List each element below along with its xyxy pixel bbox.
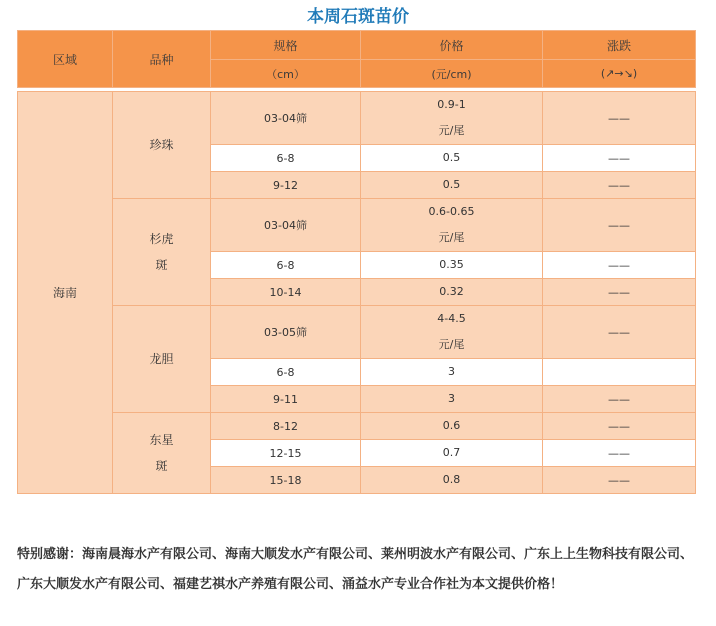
header-price: 价格	[361, 31, 543, 60]
spec-cell: 6-8	[211, 145, 361, 172]
price-value-line: 0.35	[439, 258, 464, 271]
change-cell: ——	[543, 279, 696, 306]
price-value-line: 元/尾	[438, 231, 465, 244]
header-spec: 规格	[211, 31, 361, 60]
price-value-line: 3	[448, 365, 455, 378]
spec-cell: 15-18	[211, 467, 361, 494]
header-change: 涨跌	[543, 31, 696, 60]
price-value-line: 0.7	[442, 446, 461, 459]
spec-cell: 6-8	[211, 252, 361, 279]
breed-name-line: 斑	[155, 258, 168, 272]
header-breed: 品种	[113, 31, 211, 88]
price-cell	[361, 145, 543, 172]
acknowledgement-text: 特别感谢：海南晨海水产有限公司、海南大顺发水产有限公司、莱州明波水产有限公司、广东上上生物科技有限公司、广东大顺发水产有限公司、福建艺祺水产养殖有限公司、涌益水产专业合作社为本文提供价格！	[17, 547, 694, 592]
table-row	[18, 92, 696, 145]
price-cell	[361, 386, 543, 413]
header-change-unit: (↗→↘)	[543, 60, 696, 88]
price-cell	[361, 172, 543, 199]
spec-cell: 9-11	[211, 386, 361, 413]
price-cell	[361, 306, 543, 359]
price-value-line: 4-4.5	[437, 312, 466, 325]
price-cell	[361, 279, 543, 306]
breed-cell	[113, 199, 211, 306]
breed-cell	[113, 92, 211, 199]
price-value-line: 0.6-0.65	[428, 205, 475, 218]
header-price-unit: (元/cm)	[361, 60, 543, 88]
change-cell: ——	[543, 145, 696, 172]
price-value-line: 元/尾	[438, 338, 465, 351]
table-row	[18, 199, 696, 252]
spec-cell: 6-8	[211, 359, 361, 386]
spec-cell: 8-12	[211, 413, 361, 440]
price-value-line: 0.6	[442, 419, 461, 432]
change-cell: ——	[543, 386, 696, 413]
change-cell: ——	[543, 92, 696, 145]
table-row	[18, 413, 696, 440]
spec-cell: 03-05筛	[211, 306, 361, 359]
spec-cell: 03-04筛	[211, 92, 361, 145]
breed-name-line: 杉虎	[149, 232, 174, 246]
price-cell	[361, 413, 543, 440]
change-cell: ——	[543, 172, 696, 199]
change-cell: ——	[543, 199, 696, 252]
spec-cell: 9-12	[211, 172, 361, 199]
page-title: 本周石斑苗价	[307, 7, 409, 27]
change-cell: ——	[543, 306, 696, 359]
table-row	[18, 306, 696, 359]
change-cell: ——	[543, 413, 696, 440]
price-value-line: 3	[448, 392, 455, 405]
price-value-line: 0.9-1	[437, 98, 466, 111]
price-value-line: 0.5	[442, 151, 461, 164]
region-cell: 海南	[18, 92, 113, 494]
breed-cell	[113, 413, 211, 494]
change-cell: ——	[543, 440, 696, 467]
price-value-line: 0.8	[442, 473, 461, 486]
price-cell	[361, 467, 543, 494]
spec-cell: 10-14	[211, 279, 361, 306]
table-header	[18, 31, 696, 92]
price-cell	[361, 252, 543, 279]
price-cell	[361, 440, 543, 467]
spec-cell: 03-04筛	[211, 199, 361, 252]
price-value-line: 0.32	[439, 285, 464, 298]
change-cell: ——	[543, 467, 696, 494]
price-value-line: 0.5	[442, 178, 461, 191]
breed-name-line: 东星	[149, 433, 174, 447]
table-body	[18, 92, 696, 494]
breed-name-line: 龙胆	[149, 352, 174, 366]
price-cell	[361, 199, 543, 252]
price-cell	[361, 359, 543, 386]
change-cell	[543, 359, 696, 386]
price-table	[17, 30, 696, 494]
change-cell: ——	[543, 252, 696, 279]
breed-name-line: 珍珠	[149, 138, 174, 152]
breed-name-line: 斑	[155, 459, 168, 473]
breed-cell	[113, 306, 211, 413]
header-spec-unit: （cm）	[211, 60, 361, 88]
price-cell	[361, 92, 543, 145]
spec-cell: 12-15	[211, 440, 361, 467]
header-region: 区域	[18, 31, 113, 88]
price-value-line: 元/尾	[438, 124, 465, 137]
